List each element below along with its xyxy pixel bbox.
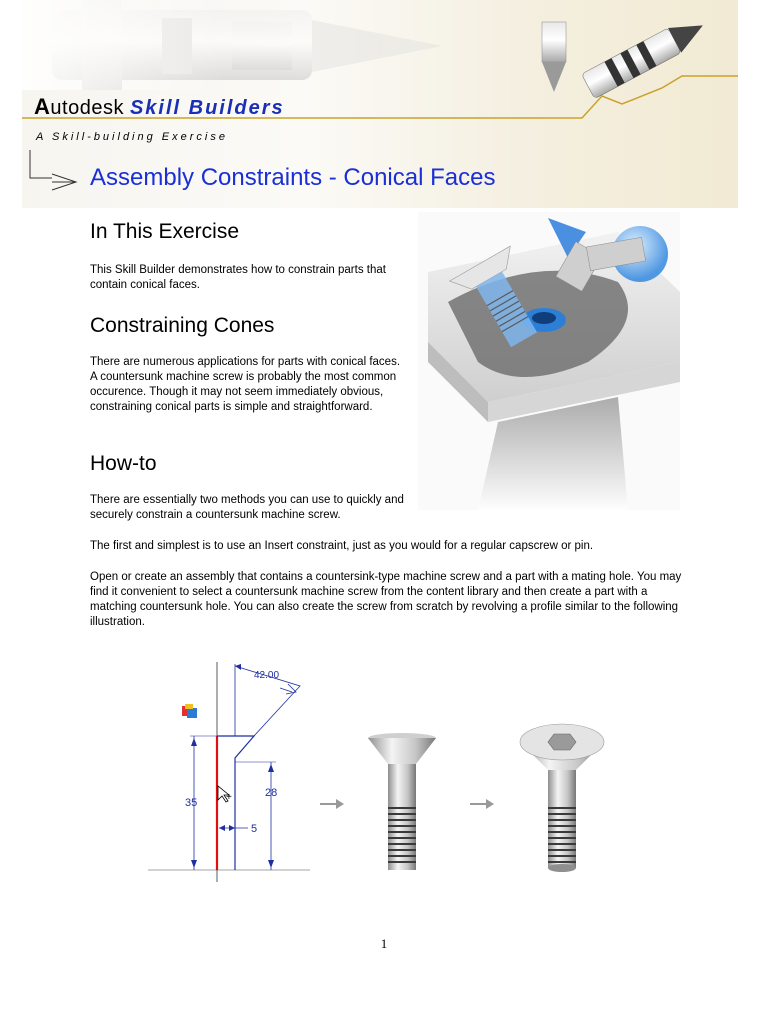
cones-paragraph: There are numerous applications for parts with conical faces. A countersunk machine screw is probably the most common occurence. Though it may not seem immediately obvious, constraining conical parts is simple and straightforward.	[90, 356, 401, 413]
countersunk-screw-iso-view	[520, 724, 604, 872]
section-heading-cones: Constraining Cones	[90, 314, 275, 337]
dim-total-height: 35	[185, 797, 198, 809]
section-heading-howto: How-to	[90, 452, 157, 475]
arrow-right-icon	[320, 799, 344, 809]
section-heading-intro: In This Exercise	[90, 220, 239, 243]
dim-shank-height: 28	[265, 787, 278, 799]
page-title: Assembly Constraints - Conical Faces	[90, 164, 496, 191]
howto-paragraph-2: The first and simplest is to use an Insert constraint, just as you would for a regular capscrew or pin.	[90, 540, 594, 552]
brand-prefix: utodesk	[50, 97, 124, 119]
screw-profile-figure	[140, 658, 630, 888]
dim-radius: 5	[251, 823, 258, 835]
view-cube-icon	[182, 704, 197, 718]
intro-paragraph: This Skill Builder demonstrates how to constrain parts that contain conical faces.	[90, 264, 386, 291]
drill-bit-icon	[542, 22, 566, 92]
page-number: 1	[380, 936, 388, 951]
dim-angle: 42.00	[254, 670, 280, 681]
brand-name: Skill Builders	[129, 97, 285, 119]
howto-paragraph-3: Open or create an assembly that contains a countersink-type machine screw and a part with a mating hole. You may find it convenient to select a countersunk machine screw from the content library and then create a part with a matching countersunk hole. You can also create the screw from scratch by revolving a profile similar to the following illustration.	[90, 571, 682, 628]
cursor-icon	[218, 786, 232, 803]
brand-wordmark: Autodesk Skill Builders	[34, 94, 285, 119]
profile-sketch	[148, 662, 310, 882]
howto-paragraph-1: There are essentially two methods you can use to quickly and securely constrain a countersunk machine screw.	[90, 494, 404, 521]
arrow-right-icon-2	[470, 799, 494, 809]
tagline: A Skill-building Exercise	[36, 131, 228, 143]
countersunk-screw-side-view	[368, 733, 436, 870]
countersunk-assembly-illustration	[418, 212, 680, 510]
svg-text:+: +	[226, 792, 232, 803]
